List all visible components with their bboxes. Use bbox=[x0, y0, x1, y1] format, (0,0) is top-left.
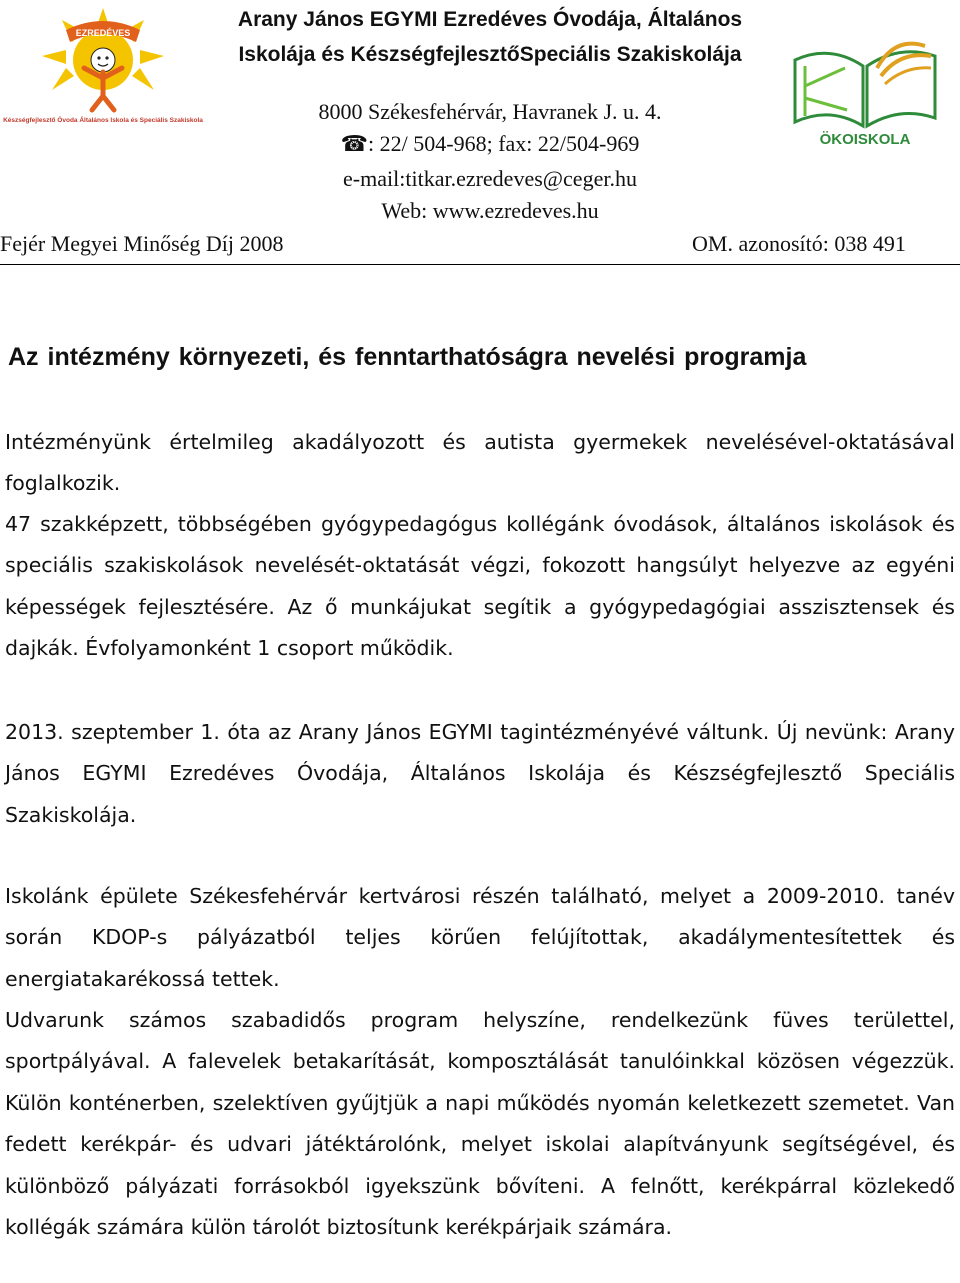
web-line: Web: www.ezredeves.hu bbox=[381, 198, 599, 223]
paragraph-intro: Intézményünk értelmileg akadályozott és autista gyermekek nevelésével-oktatásával foglalkozik. bbox=[5, 430, 955, 496]
phone-icon: ☎ bbox=[340, 131, 369, 156]
phone-line bbox=[260, 131, 720, 157]
om-identifier: OM. azonosító: 038 491 bbox=[692, 231, 906, 256]
header-divider bbox=[0, 264, 960, 265]
logo-caption: Készségfejlesztő Óvoda Általános Iskola és Speciális Szakiskola bbox=[3, 117, 203, 124]
phone-fax-text: : 22/ 504-968; fax: 22/504-969 bbox=[368, 131, 640, 156]
address-line: 8000 Székesfehérvár, Havranek J. u. 4. bbox=[318, 99, 662, 124]
ezredeves-school-logo bbox=[3, 4, 203, 130]
school-name-line-2: Iskolája és KészségfejlesztőSpeciális Szakiskolája bbox=[238, 43, 742, 66]
logo-banner-text: EZREDÉVES bbox=[75, 28, 131, 38]
school-name-line-1: Arany János EGYMI Ezredéves Óvodája, Általános bbox=[237, 8, 743, 31]
email-line: e-mail:titkar.ezredeves@ceger.hu bbox=[343, 166, 637, 191]
logo-label: ÖKOISKOLA bbox=[819, 131, 911, 148]
award-text: Fejér Megyei Minőség Díj 2008 bbox=[0, 231, 284, 256]
okoiskola-logo bbox=[785, 26, 945, 156]
paragraph-building: Iskolánk épülete Székesfehérvár kertvárosi részén található, melyet a 2009-2010. tanév során KDOP-s pályázatból teljes körűen felújítottak, akadálymentesítettek és energiatakarékossá tettek. bbox=[5, 884, 955, 991]
paragraph-yard: Udvarunk számos szabadidős program helyszíne, rendelkezünk füves területtel, sportpályával. A falevelek betakarítását, komposztálását tanulóinkkal közösen végezzük. Külön konténerben, szelektíven gyűjtjük a napi működés nyomán keletkezett szemetet. Van fedett kerékpár- és udvari játéktárolónk, melyet iskolai alapítványunk segítségével, és különböző pályázati forrásokból igyekszünk bővíteni. A felnőtt, kerékpárral közlekedő kollégák számára külön tárolót biztosítunk kerékpárjaik számára. bbox=[5, 1008, 955, 1240]
paragraph-staff: 47 szakképzett, többségében gyógypedagógus kollégánk óvodások, általános iskolások és speciális szakiskolások nevelését-oktatását végzi, fokozott hangsúlyt helyezve az egyéni képességek fejlesztésére. Az ő munkájukat segítik a gyógypedagógiai asszisztensek és dajkák. Évfolyamonként 1 csoport működik. bbox=[5, 512, 955, 661]
paragraph-new-name: 2013. szeptember 1. óta az Arany János EGYMI tagintézményévé váltunk. Új nevünk: Arany János EGYMI Ezredéves Óvodája, Általános Iskolája és Készségfejlesztő Speciális Szakiskolája. bbox=[5, 720, 955, 827]
document-title: Az intézmény környezeti, és fenntarthatóságra nevelési programja bbox=[8, 343, 807, 371]
